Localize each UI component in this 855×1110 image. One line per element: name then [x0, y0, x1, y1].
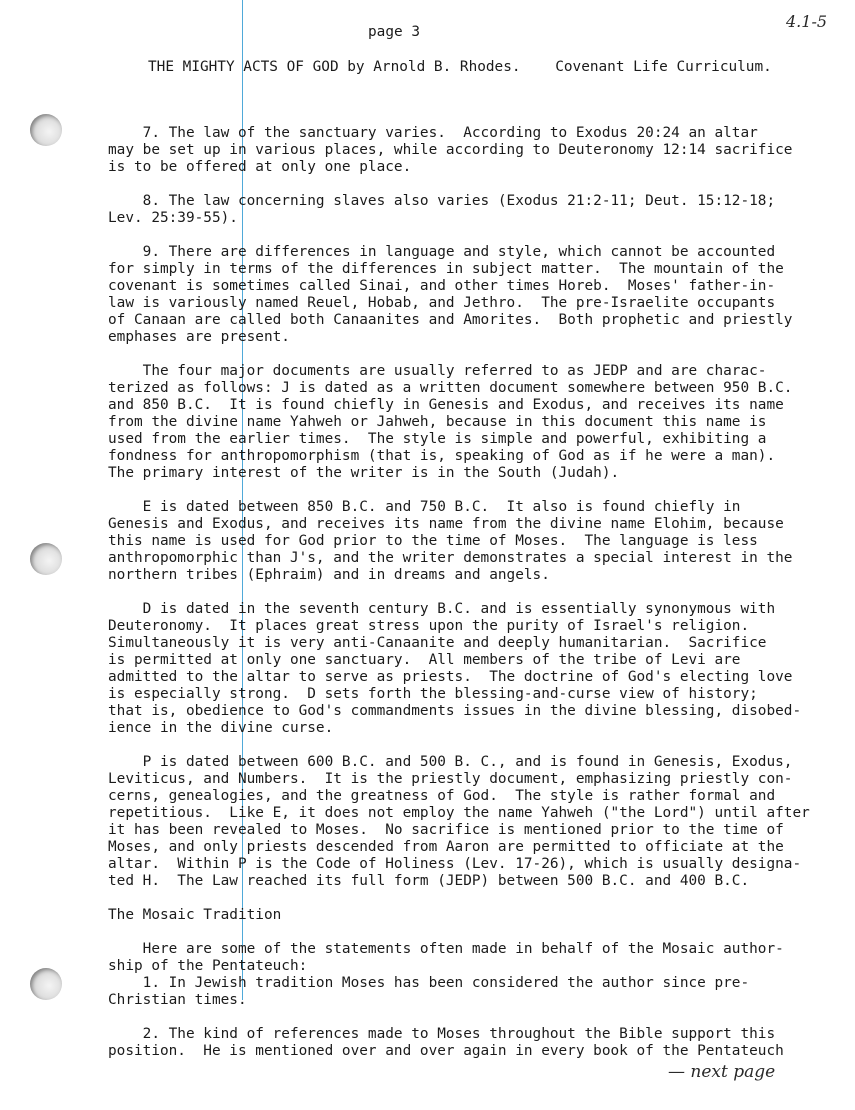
body-text [108, 125, 810, 1077]
next-page-handwritten-note: — next page [668, 1062, 776, 1082]
paragraph-7: 7. The law of the sanctuary varies. According to Exodus 20:24 an altar may be set up in various places, while according to Deuteronomy 12:14 sacrifice is to be offered at only one place. [108, 125, 793, 175]
corner-handwritten-note: 4.1-5 [786, 12, 828, 31]
paragraph-e-document: E is dated between 850 B.C. and 750 B.C. It also is found chiefly in Genesis and Exodus, and receives its name from the divine name Elohim, because this name is used for God prior to the time of Moses. The language is less anthropomorphic than J's, and the writer demonstrates a special interest in the northern tribes (Ephraim) and in dreams and angels. [108, 499, 793, 583]
page-number: page 3 [368, 24, 420, 40]
punch-hole-bottom [30, 968, 62, 1000]
paragraph-d-document: D is dated in the seventh century B.C. and is essentially synonymous with Deuteronomy. It places great stress upon the purity of Israel's religion. Simultaneously it is very anti-Canaanite and deeply humanitarian. Sacrifice is permitted at only one sanctuary. All members of the tribe of Levi are admitted to the altar to serve as priests. The doctrine of God's electing love is especially strong. D sets forth the blessing-and-curse view of history; that is, obedience to God's commandments issues in the divine blessing, disobed- ience in the divine curse. [108, 601, 802, 736]
punch-hole-top [30, 114, 62, 146]
section-heading: The Mosaic Tradition [108, 907, 282, 923]
document-title: THE MIGHTY ACTS OF GOD by Arnold B. Rhodes. Covenant Life Curriculum. [148, 59, 772, 75]
punch-hole-middle [30, 543, 62, 575]
paragraph-p-document: P is dated between 600 B.C. and 500 B. C., and is found in Genesis, Exodus, Leviticus, and Numbers. It is the priestly document, emphasizing priestly con- cerns, genealogies, and the greatness of God. The style is rather formal and repetitious. Like E, it does not employ the name Yahweh ("the Lord") until after it has been revealed to Moses. No sacrifice is mentioned prior to the time of Moses, and only priests descended from Aaron are permitted to officiate at the altar. Within P is the Code of Holiness (Lev. 17-26), which is usually designa- ted H. The Law reached its full form (JEDP) between 500 B.C. and 400 B.C. [108, 754, 810, 889]
paragraph-mosaic-intro: Here are some of the statements often made in behalf of the Mosaic author- ship of the Pentateuch: 1. In Jewish tradition Moses has been considered the author since pre- Christian times. [108, 941, 784, 1008]
paragraph-jedp: The four major documents are usually referred to as JEDP and are charac- terized as follows: J is dated as a written document somewhere between 950 B.C. and 850 B.C. It is found chiefly in Genesis and Exodus, and receives its name from the divine name Yahweh or Jahweh, because in this document this name is used from the earlier times. The style is simple and powerful, exhibiting a fondness for anthropomorphism (that is, speaking of God as if he were a man). The primary interest of the writer is in the South (Judah). [108, 363, 793, 481]
paragraph-9: 9. There are differences in language and style, which cannot be accounted for simply in terms of the differences in subject matter. The mountain of the covenant is sometimes called Sinai, and other times Horeb. Moses' father-in- law is variously named Reuel, Hobab, and Jethro. The pre-Israelite occupants of Canaan are called both Canaanites and Amorites. Both prophetic and priestly emphases are present. [108, 244, 793, 345]
paragraph-8: 8. The law concerning slaves also varies (Exodus 21:2-11; Deut. 15:12-18; Lev. 25:39-55). [108, 193, 776, 226]
paragraph-item-2: 2. The kind of references made to Moses throughout the Bible support this position. He is mentioned over and over again in every book of the Pentateuch [108, 1026, 784, 1059]
